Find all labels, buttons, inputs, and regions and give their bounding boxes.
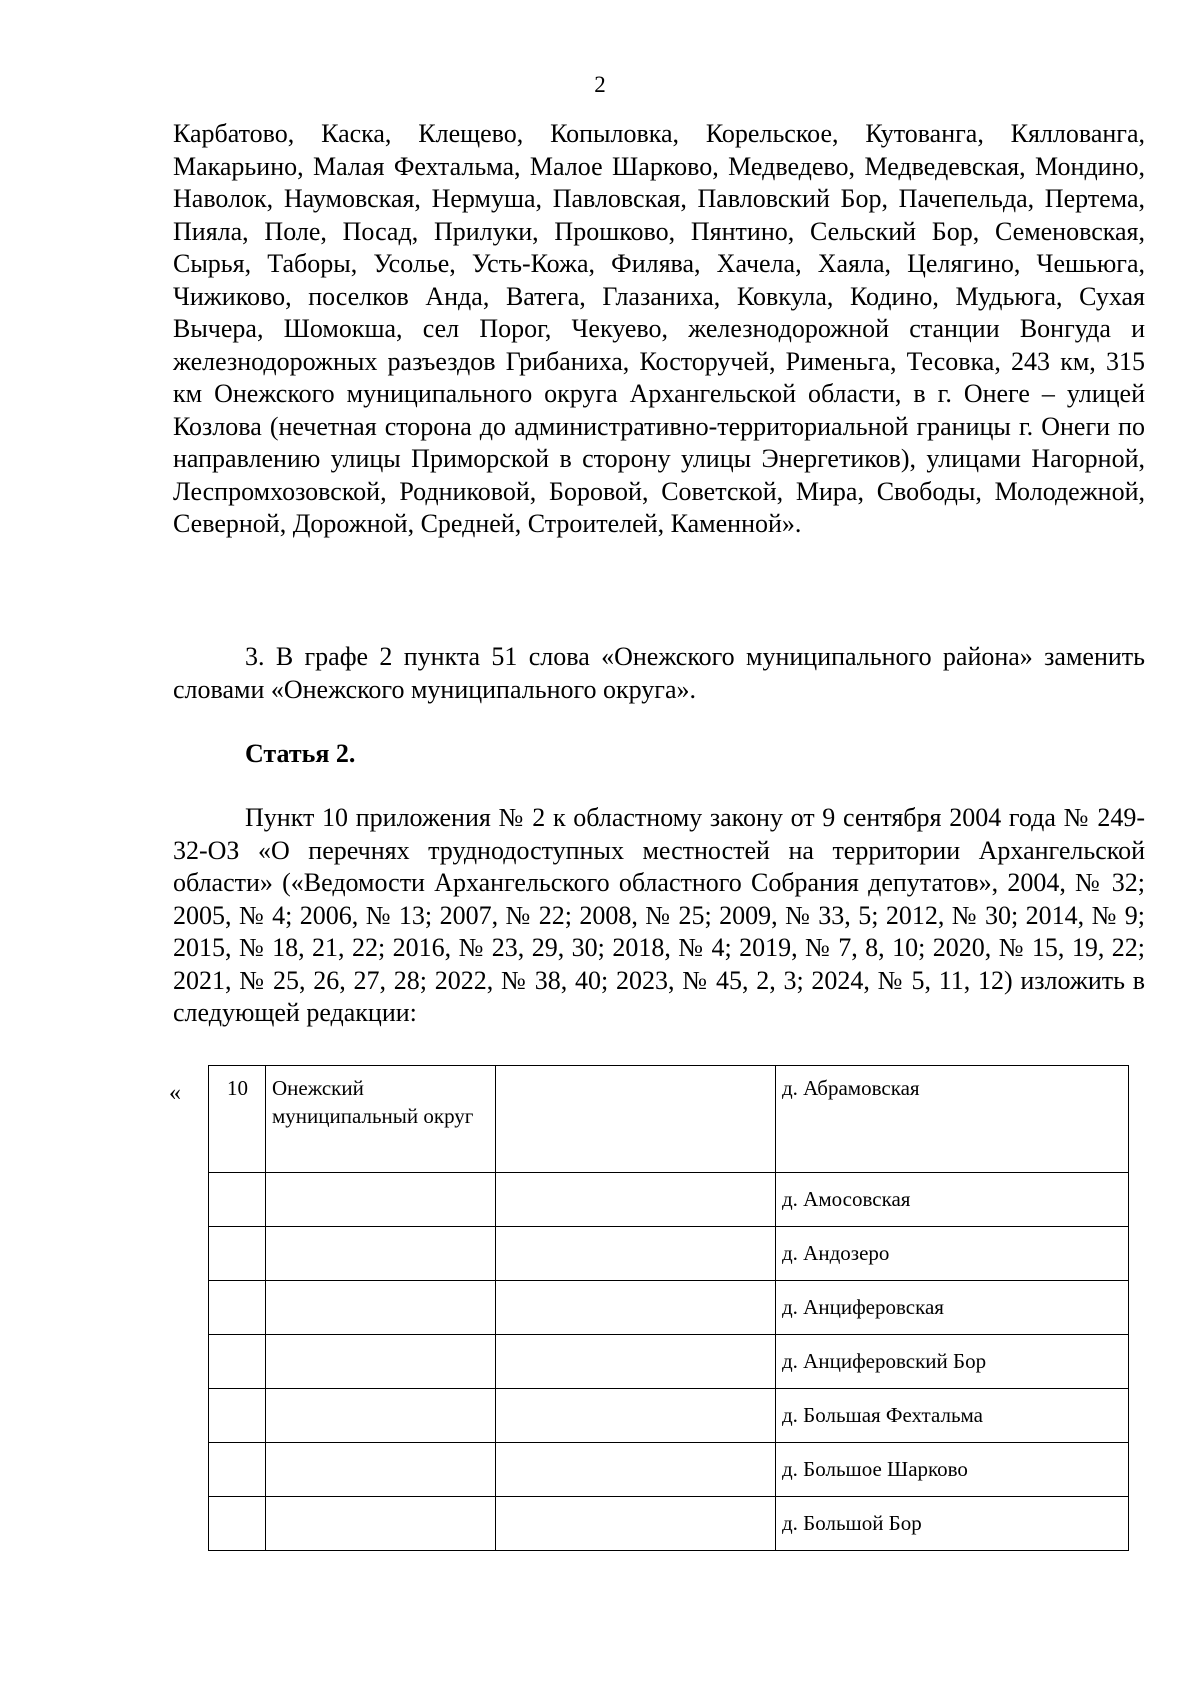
locality-cell: д. Абрамовская: [776, 1066, 1129, 1173]
empty-cell: [209, 1173, 266, 1227]
empty-cell: [496, 1227, 776, 1281]
table-row: [209, 1066, 1129, 1173]
empty-cell: [209, 1281, 266, 1335]
locality-cell: д. Большой Бор: [776, 1497, 1129, 1551]
empty-cell: [266, 1389, 496, 1443]
empty-cell: [266, 1281, 496, 1335]
empty-cell: [496, 1497, 776, 1551]
page-number: 2: [594, 72, 606, 97]
continuation-paragraph: Карбатово, Каска, Клещево, Копыловка, Корельское, Кутованга, Кяллованга, Макарьино, Малая Фехтальма, Малое Шарково, Медведево, Медведевская, Мондино, Наволок, Наумовская, Нермуша, Павловская, Павловский Бор, Пачепельда, Пертема, Пияла, Поле, Посад, Прилуки, Прошково, Пянтино, Сельский Бор, Семеновская, Сырья, Таборы, Усолье, Усть-Кожа, Филява, Хачела, Хаяла, Целягино, Чешьюга, Чижиково, поселков Анда, Ватега, Глазаниха, Ковкула, Кодино, Мудьюга, Сухая Вычера, Шомокша, сел Порог, Чекуево, железнодорожной станции Вонгуда и железнодорожных разъездов Грибаниха, Косторучей, Рименьга, Тесовка, 243 км, 315 км Онежского муниципального округа Архангельской области, в г. Онеге – улицей Козлова (нечетная сторона до административно-территориальной границы г. Онеги по направлению улицы Приморской в сторону улицы Энергетиков), улицами Нагорной, Леспромхозовской, Родниковой, Боровой, Советской, Мира, Свободы, Молодежной, Северной, Дорожной, Средней, Строителей, Каменной».: [173, 119, 1145, 538]
table-row: [209, 1443, 1129, 1497]
item-3-paragraph: 3. В графе 2 пункта 51 слова «Онежского муниципального района» заменить словами «Онежского муниципального округа».: [173, 642, 1145, 704]
table-row: [209, 1227, 1129, 1281]
empty-cell: [266, 1227, 496, 1281]
locality-cell: д. Андозеро: [776, 1227, 1129, 1281]
empty-cell: [209, 1389, 266, 1443]
table-row: [209, 1335, 1129, 1389]
item-number-cell: 10: [209, 1066, 266, 1173]
empty-cell: [209, 1443, 266, 1497]
table-open-quote: «: [169, 1080, 181, 1106]
empty-cell: [496, 1389, 776, 1443]
empty-cell: [496, 1281, 776, 1335]
table-row: [209, 1173, 1129, 1227]
empty-cell: [496, 1173, 776, 1227]
district-cell: Онежский муниципальный округ: [266, 1066, 496, 1173]
empty-cell: [496, 1066, 776, 1173]
locality-cell: д. Амосовская: [776, 1173, 1129, 1227]
empty-cell: [266, 1497, 496, 1551]
locality-cell: д. Анциферовский Бор: [776, 1335, 1129, 1389]
empty-cell: [209, 1227, 266, 1281]
article-2-heading: Статья 2.: [245, 739, 356, 768]
locality-cell: д. Анциферовская: [776, 1281, 1129, 1335]
empty-cell: [266, 1443, 496, 1497]
empty-cell: [496, 1443, 776, 1497]
article-2-paragraph: Пункт 10 приложения № 2 к областному закону от 9 сентября 2004 года № 249-32-ОЗ «О перечнях труднодоступных местностей на территории Архангельской области» («Ведомости Архангельского областного Собрания депутатов», 2004, № 32; 2005, № 4; 2006, № 13; 2007, № 22; 2008, № 25; 2009, № 33, 5; 2012, № 30; 2014, № 9; 2015, № 18, 21, 22; 2016, № 23, 29, 30; 2018, № 4; 2019, № 7, 8, 10; 2020, № 15, 19, 22; 2021, № 25, 26, 27, 28; 2022, № 38, 40; 2023, № 45, 2, 3; 2024, № 5, 11, 12) изложить в следующей редакции:: [173, 803, 1145, 1027]
table-row: [209, 1281, 1129, 1335]
locality-cell: д. Большая Фехтальма: [776, 1389, 1129, 1443]
table-row: [209, 1389, 1129, 1443]
appendix-table: [208, 1065, 1129, 1551]
empty-cell: [496, 1335, 776, 1389]
locality-cell: д. Большое Шарково: [776, 1443, 1129, 1497]
empty-cell: [209, 1335, 266, 1389]
empty-cell: [209, 1497, 266, 1551]
table-row: [209, 1497, 1129, 1551]
empty-cell: [266, 1173, 496, 1227]
empty-cell: [266, 1335, 496, 1389]
